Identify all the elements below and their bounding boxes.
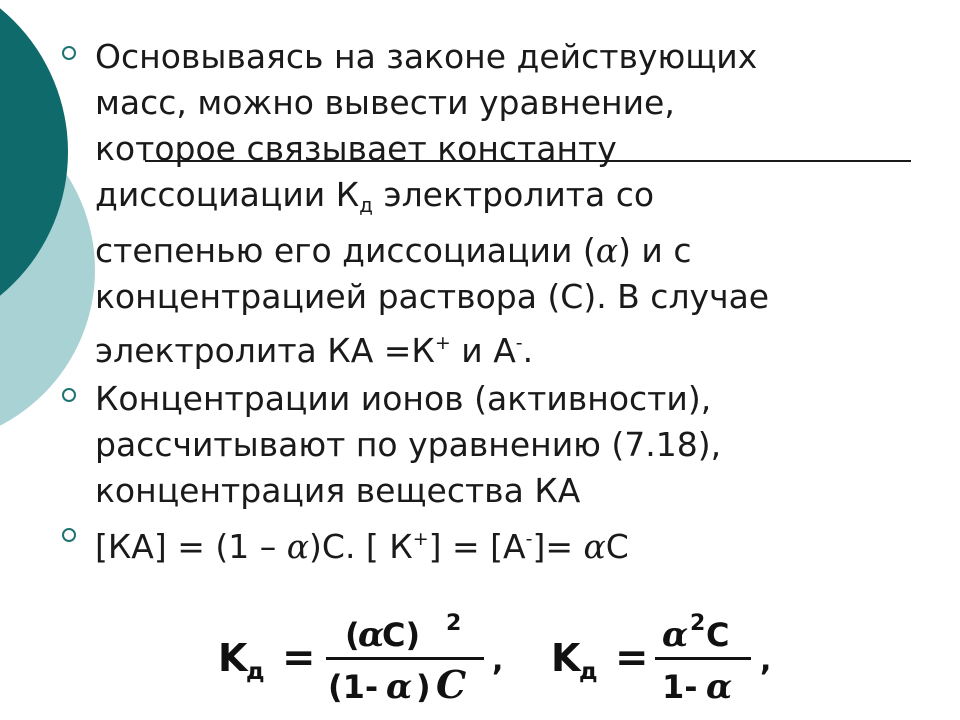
formula-equals: = <box>282 635 316 681</box>
text-line: Основываясь на законе действующих <box>95 37 758 76</box>
formula-comma: , <box>492 643 504 678</box>
formula-denominator-start: 1- <box>662 668 698 706</box>
formula-comma: , <box>760 643 772 678</box>
alpha-symbol: α <box>595 231 619 270</box>
text-fragment: С <box>605 527 629 566</box>
formula-k-symbol: K <box>218 636 248 680</box>
text-fragment: электролита КА =К <box>95 331 435 370</box>
text-fragment: электролита со <box>372 175 655 214</box>
formula-subscript: д <box>246 659 265 685</box>
text-line: концентрация вещества КА <box>95 471 581 510</box>
dissociation-constant-formula-1 <box>218 611 503 707</box>
text-fragment: ] = [А <box>428 527 526 566</box>
text-fragment: и А <box>450 331 516 370</box>
subscript: д <box>359 193 373 217</box>
text-fragment: . <box>522 331 534 370</box>
text-fragment: ]= <box>532 527 584 566</box>
superscript: + <box>412 528 429 550</box>
text-fragment: ) и с <box>618 231 692 270</box>
alpha-symbol: α <box>286 527 310 566</box>
text-line: рассчитывают по уравнению (7.18), <box>95 425 722 464</box>
text-line: которое связывает константу <box>95 129 617 168</box>
fraction-bar <box>655 657 751 660</box>
formula-numerator-paren: ( <box>345 616 360 654</box>
formula-k-symbol: K <box>551 636 581 680</box>
superscript: - <box>515 332 523 354</box>
formula-numerator-c: C <box>706 616 730 654</box>
superscript: + <box>434 332 451 354</box>
text-fragment: )С. [ К <box>309 527 413 566</box>
formula-denominator-alpha: α <box>706 667 733 707</box>
formula-subscript: д <box>579 659 598 685</box>
text-line: Концентрации ионов (активности), <box>95 379 712 418</box>
formula-denominator-paren: ) <box>416 668 431 706</box>
text-line: концентрацией раствора (С). В случае <box>95 277 770 316</box>
superscript: - <box>525 528 533 550</box>
fraction-bar <box>326 657 484 660</box>
dissociation-constant-formula-2 <box>551 611 771 707</box>
text-fragment: [КА] = (1 – <box>95 527 287 566</box>
formula-numerator-alpha: α <box>662 615 689 655</box>
formula-equals: = <box>615 635 649 681</box>
formula-numerator-c: C) <box>382 616 421 654</box>
text-fragment: диссоциации К <box>95 175 360 214</box>
formula-numerator-exponent: 2 <box>446 611 462 636</box>
formula-denominator-start: (1- <box>328 668 379 706</box>
text-fragment: степенью его диссоциации ( <box>95 231 596 270</box>
formula-numerator-alpha: α <box>358 615 385 655</box>
formula-denominator-c: C <box>436 662 467 707</box>
alpha-symbol: α <box>583 527 606 566</box>
formula-denominator-alpha: α <box>386 667 413 707</box>
text-line: масс, можно вывести уравнение, <box>95 83 675 122</box>
formula-numerator-exponent: 2 <box>690 611 706 636</box>
